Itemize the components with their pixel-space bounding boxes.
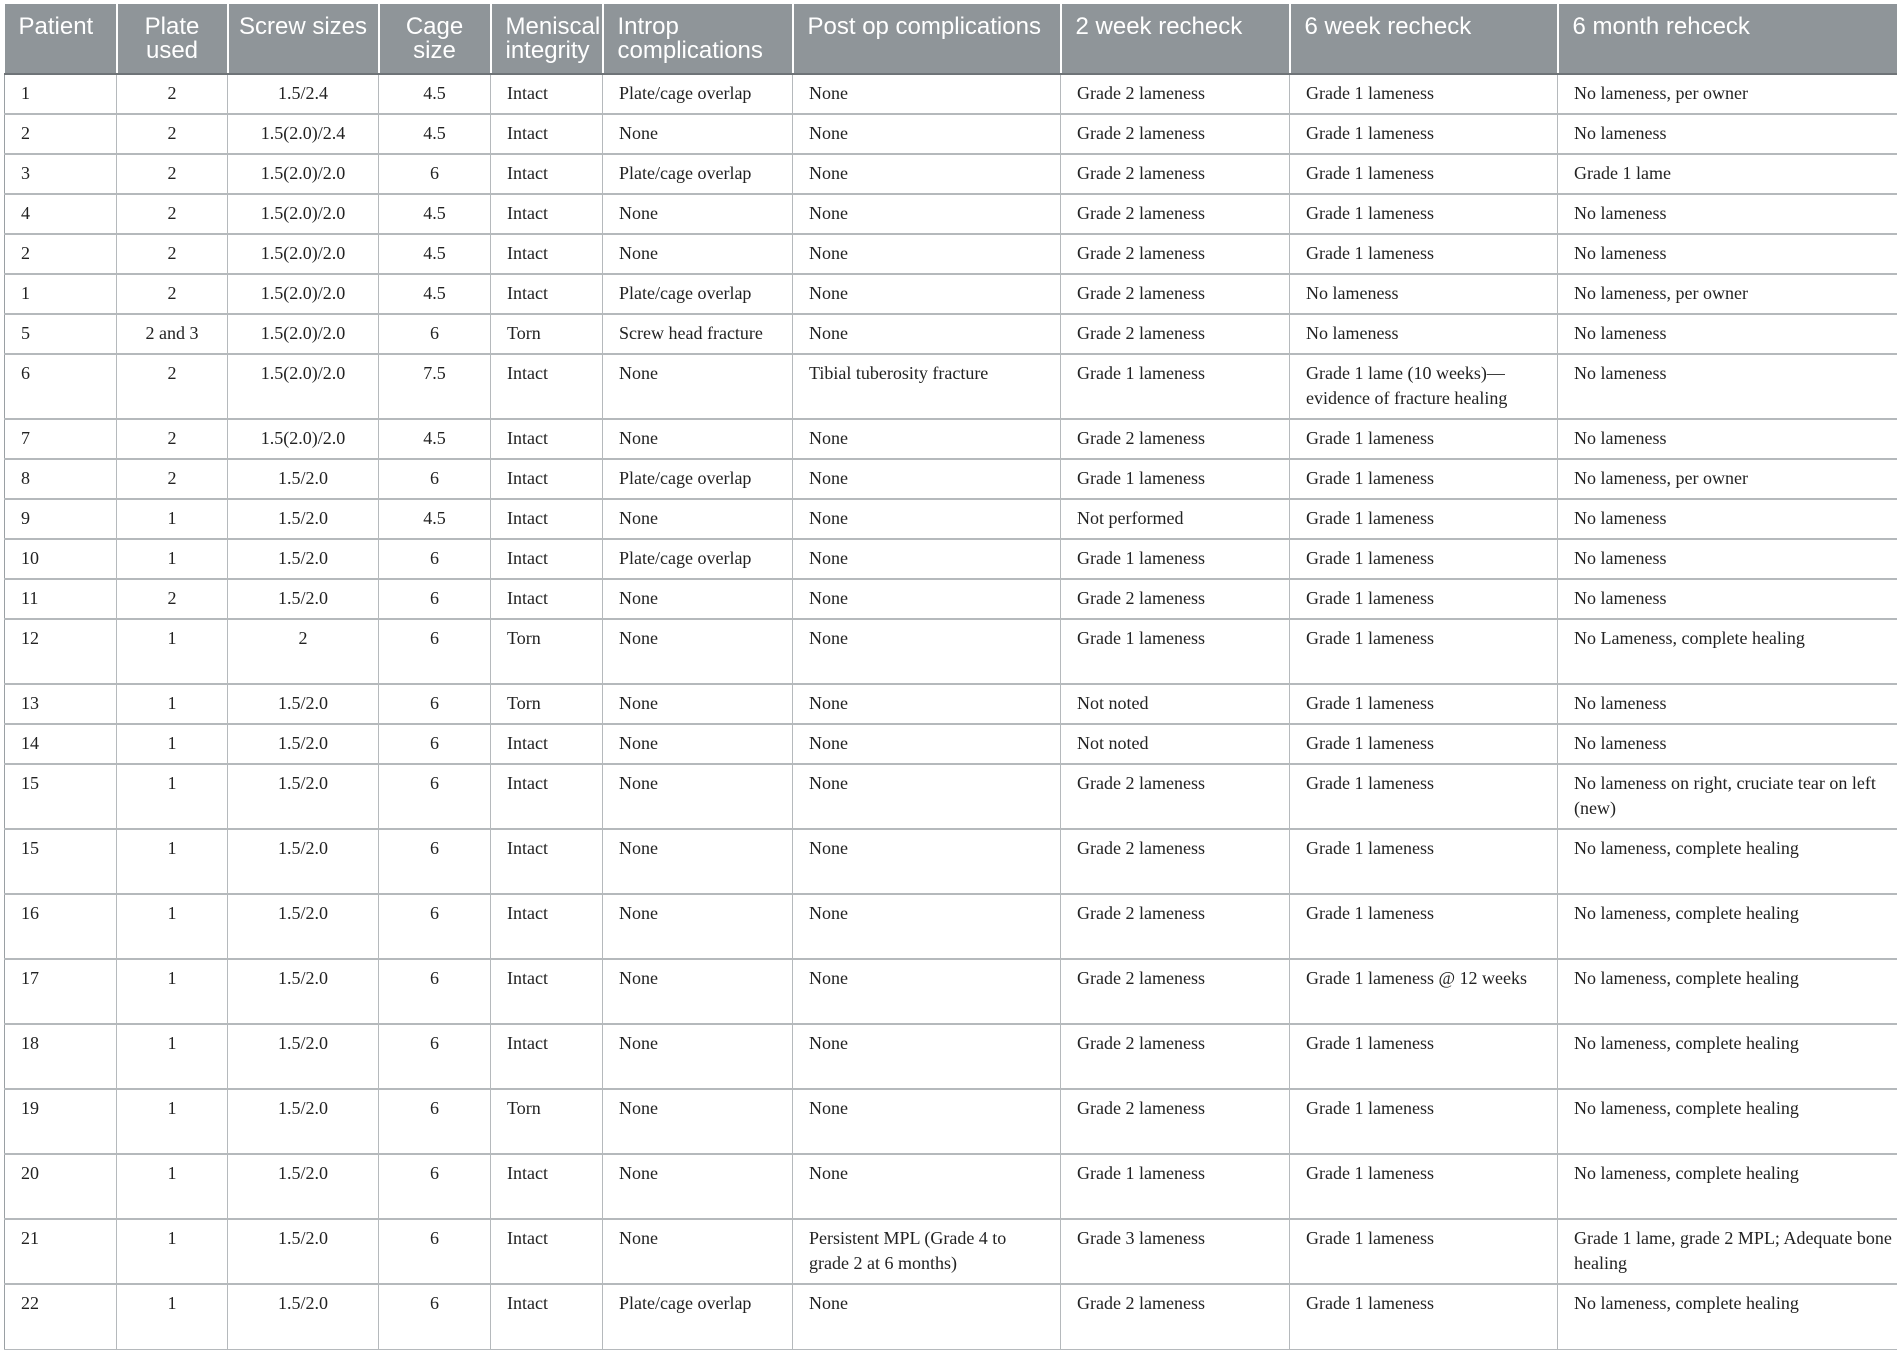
cell-patient: 2 xyxy=(5,234,117,274)
cell-6-month-recheck: No lameness, per owner xyxy=(1558,459,1897,499)
cell-meniscal-integrity: Intact xyxy=(491,274,603,314)
cell-cage-size: 6 xyxy=(379,619,491,684)
cell-patient: 19 xyxy=(5,1089,117,1154)
cell-6-month-recheck: No lameness on right, cruciate tear on left (new) xyxy=(1558,764,1897,829)
cell-6-month-recheck: No lameness xyxy=(1558,579,1897,619)
cell-plate-used: 2 xyxy=(117,354,228,419)
cell-post-op-complications: None xyxy=(793,1024,1061,1089)
cell-6-month-recheck: No lameness, complete healing xyxy=(1558,829,1897,894)
cell-introp-complications: None xyxy=(603,579,793,619)
cell-screw-sizes: 1.5(2.0)/2.0 xyxy=(228,274,379,314)
table-row xyxy=(5,114,1897,154)
cell-6-month-recheck: No lameness, complete healing xyxy=(1558,1089,1897,1154)
cell-cage-size: 6 xyxy=(379,1219,491,1284)
table-row xyxy=(5,1284,1897,1349)
cell-introp-complications: Plate/cage overlap xyxy=(603,459,793,499)
cell-meniscal-integrity: Intact xyxy=(491,74,603,114)
header-row xyxy=(5,4,1897,74)
cell-plate-used: 2 xyxy=(117,579,228,619)
cell-2-week-recheck: Grade 2 lameness xyxy=(1061,114,1290,154)
results-table-container xyxy=(4,4,1894,1350)
table-row xyxy=(5,539,1897,579)
cell-patient: 2 xyxy=(5,114,117,154)
cell-6-month-recheck: No lameness, per owner xyxy=(1558,74,1897,114)
cell-introp-complications: Plate/cage overlap xyxy=(603,154,793,194)
cell-2-week-recheck: Grade 2 lameness xyxy=(1061,419,1290,459)
col-header-post-op-complications: Post op complications xyxy=(793,4,1061,74)
cell-meniscal-integrity: Torn xyxy=(491,1089,603,1154)
cell-post-op-complications: None xyxy=(793,959,1061,1024)
cell-cage-size: 6 xyxy=(379,459,491,499)
cell-6-week-recheck: Grade 1 lameness xyxy=(1290,194,1558,234)
cell-meniscal-integrity: Torn xyxy=(491,684,603,724)
cell-6-week-recheck: Grade 1 lameness xyxy=(1290,1154,1558,1219)
cell-2-week-recheck: Grade 2 lameness xyxy=(1061,234,1290,274)
table-row xyxy=(5,1024,1897,1089)
cell-6-month-recheck: No lameness xyxy=(1558,234,1897,274)
cell-post-op-complications: None xyxy=(793,499,1061,539)
cell-6-week-recheck: Grade 1 lameness xyxy=(1290,724,1558,764)
cell-patient: 4 xyxy=(5,194,117,234)
cell-introp-complications: None xyxy=(603,724,793,764)
col-header-2-week-recheck: 2 week recheck xyxy=(1061,4,1290,74)
cell-plate-used: 2 xyxy=(117,114,228,154)
cell-meniscal-integrity: Intact xyxy=(491,829,603,894)
cell-cage-size: 6 xyxy=(379,154,491,194)
cell-6-week-recheck: Grade 1 lameness xyxy=(1290,114,1558,154)
cell-6-week-recheck: Grade 1 lameness xyxy=(1290,154,1558,194)
cell-2-week-recheck: Grade 2 lameness xyxy=(1061,274,1290,314)
cell-introp-complications: None xyxy=(603,764,793,829)
col-header-cage-size: Cage size xyxy=(379,4,491,74)
col-header-screw-sizes: Screw sizes xyxy=(228,4,379,74)
cell-6-month-recheck: No lameness xyxy=(1558,194,1897,234)
table-row xyxy=(5,579,1897,619)
cell-cage-size: 6 xyxy=(379,684,491,724)
cell-6-week-recheck: Grade 1 lameness xyxy=(1290,459,1558,499)
cell-6-month-recheck: No lameness xyxy=(1558,354,1897,419)
cell-plate-used: 2 xyxy=(117,194,228,234)
cell-patient: 8 xyxy=(5,459,117,499)
cell-screw-sizes: 1.5/2.0 xyxy=(228,1219,379,1284)
cell-6-week-recheck: No lameness xyxy=(1290,274,1558,314)
cell-screw-sizes: 1.5/2.0 xyxy=(228,724,379,764)
cell-6-week-recheck: Grade 1 lameness xyxy=(1290,234,1558,274)
cell-cage-size: 4.5 xyxy=(379,114,491,154)
cell-post-op-complications: None xyxy=(793,894,1061,959)
cell-introp-complications: Plate/cage overlap xyxy=(603,1284,793,1349)
cell-2-week-recheck: Grade 2 lameness xyxy=(1061,314,1290,354)
cell-cage-size: 6 xyxy=(379,579,491,619)
cell-cage-size: 6 xyxy=(379,829,491,894)
cell-6-week-recheck: Grade 1 lameness xyxy=(1290,499,1558,539)
cell-patient: 5 xyxy=(5,314,117,354)
cell-introp-complications: None xyxy=(603,829,793,894)
cell-6-week-recheck: Grade 1 lameness xyxy=(1290,764,1558,829)
cell-cage-size: 4.5 xyxy=(379,274,491,314)
cell-post-op-complications: None xyxy=(793,194,1061,234)
cell-screw-sizes: 1.5(2.0)/2.4 xyxy=(228,114,379,154)
cell-6-month-recheck: No lameness, complete healing xyxy=(1558,1024,1897,1089)
table-row xyxy=(5,1089,1897,1154)
cell-introp-complications: None xyxy=(603,684,793,724)
cell-post-op-complications: None xyxy=(793,539,1061,579)
cell-6-week-recheck: Grade 1 lameness xyxy=(1290,539,1558,579)
cell-6-month-recheck: No lameness xyxy=(1558,314,1897,354)
cell-cage-size: 6 xyxy=(379,764,491,829)
cell-meniscal-integrity: Intact xyxy=(491,764,603,829)
cell-screw-sizes: 1.5/2.0 xyxy=(228,764,379,829)
cell-2-week-recheck: Grade 2 lameness xyxy=(1061,764,1290,829)
cell-6-week-recheck: Grade 1 lameness xyxy=(1290,619,1558,684)
cell-post-op-complications: None xyxy=(793,234,1061,274)
cell-screw-sizes: 1.5/2.0 xyxy=(228,1024,379,1089)
cell-cage-size: 6 xyxy=(379,314,491,354)
cell-2-week-recheck: Grade 3 lameness xyxy=(1061,1219,1290,1284)
cell-meniscal-integrity: Intact xyxy=(491,194,603,234)
cell-plate-used: 1 xyxy=(117,1154,228,1219)
cell-6-week-recheck: Grade 1 lameness @ 12 weeks xyxy=(1290,959,1558,1024)
cell-post-op-complications: None xyxy=(793,829,1061,894)
table-row xyxy=(5,764,1897,829)
cell-meniscal-integrity: Intact xyxy=(491,354,603,419)
cell-post-op-complications: None xyxy=(793,619,1061,684)
cell-patient: 1 xyxy=(5,74,117,114)
cell-cage-size: 6 xyxy=(379,539,491,579)
cell-2-week-recheck: Grade 2 lameness xyxy=(1061,894,1290,959)
cell-6-month-recheck: No lameness xyxy=(1558,419,1897,459)
cell-meniscal-integrity: Intact xyxy=(491,114,603,154)
cell-6-month-recheck: No lameness, complete healing xyxy=(1558,959,1897,1024)
cell-meniscal-integrity: Intact xyxy=(491,1154,603,1219)
cell-meniscal-integrity: Intact xyxy=(491,419,603,459)
cell-2-week-recheck: Grade 1 lameness xyxy=(1061,619,1290,684)
cell-post-op-complications: None xyxy=(793,74,1061,114)
cell-plate-used: 1 xyxy=(117,684,228,724)
cell-6-month-recheck: No lameness, complete healing xyxy=(1558,1154,1897,1219)
cell-2-week-recheck: Grade 2 lameness xyxy=(1061,1089,1290,1154)
cell-6-month-recheck: No Lameness, complete healing xyxy=(1558,619,1897,684)
cell-introp-complications: None xyxy=(603,1089,793,1154)
cell-cage-size: 6 xyxy=(379,1024,491,1089)
cell-patient: 10 xyxy=(5,539,117,579)
cell-2-week-recheck: Grade 2 lameness xyxy=(1061,959,1290,1024)
cell-screw-sizes: 2 xyxy=(228,619,379,684)
cell-cage-size: 6 xyxy=(379,894,491,959)
cell-post-op-complications: None xyxy=(793,764,1061,829)
cell-introp-complications: None xyxy=(603,1154,793,1219)
cell-meniscal-integrity: Torn xyxy=(491,314,603,354)
cell-patient: 3 xyxy=(5,154,117,194)
table-row xyxy=(5,1154,1897,1219)
cell-meniscal-integrity: Intact xyxy=(491,579,603,619)
cell-6-month-recheck: No lameness xyxy=(1558,539,1897,579)
cell-2-week-recheck: Grade 2 lameness xyxy=(1061,1024,1290,1089)
cell-post-op-complications: None xyxy=(793,274,1061,314)
cell-plate-used: 2 xyxy=(117,234,228,274)
table-row xyxy=(5,724,1897,764)
cell-6-week-recheck: Grade 1 lameness xyxy=(1290,1284,1558,1349)
cell-meniscal-integrity: Intact xyxy=(491,234,603,274)
cell-post-op-complications: None xyxy=(793,684,1061,724)
cell-introp-complications: None xyxy=(603,1219,793,1284)
table-row xyxy=(5,234,1897,274)
cell-2-week-recheck: Grade 2 lameness xyxy=(1061,74,1290,114)
cell-post-op-complications: Persistent MPL (Grade 4 to grade 2 at 6 months) xyxy=(793,1219,1061,1284)
cell-cage-size: 6 xyxy=(379,724,491,764)
cell-introp-complications: Plate/cage overlap xyxy=(603,274,793,314)
table-row xyxy=(5,194,1897,234)
cell-post-op-complications: None xyxy=(793,579,1061,619)
cell-screw-sizes: 1.5/2.0 xyxy=(228,894,379,959)
cell-cage-size: 4.5 xyxy=(379,419,491,459)
cell-plate-used: 2 xyxy=(117,154,228,194)
cell-patient: 21 xyxy=(5,1219,117,1284)
cell-introp-complications: None xyxy=(603,234,793,274)
cell-meniscal-integrity: Intact xyxy=(491,499,603,539)
cell-2-week-recheck: Grade 2 lameness xyxy=(1061,829,1290,894)
cell-introp-complications: None xyxy=(603,499,793,539)
cell-post-op-complications: None xyxy=(793,314,1061,354)
cell-screw-sizes: 1.5(2.0)/2.0 xyxy=(228,234,379,274)
cell-plate-used: 2 xyxy=(117,459,228,499)
cell-meniscal-integrity: Intact xyxy=(491,539,603,579)
cell-6-week-recheck: Grade 1 lameness xyxy=(1290,894,1558,959)
table-row xyxy=(5,314,1897,354)
cell-6-week-recheck: Grade 1 lameness xyxy=(1290,1024,1558,1089)
cell-plate-used: 2 xyxy=(117,419,228,459)
table-row xyxy=(5,419,1897,459)
cell-post-op-complications: None xyxy=(793,1284,1061,1349)
cell-6-week-recheck: Grade 1 lameness xyxy=(1290,579,1558,619)
table-row xyxy=(5,894,1897,959)
cell-2-week-recheck: Grade 2 lameness xyxy=(1061,154,1290,194)
cell-screw-sizes: 1.5/2.4 xyxy=(228,74,379,114)
cell-introp-complications: None xyxy=(603,1024,793,1089)
col-header-plate-used: Plate used xyxy=(117,4,228,74)
cell-patient: 15 xyxy=(5,764,117,829)
cell-meniscal-integrity: Intact xyxy=(491,894,603,959)
cell-plate-used: 1 xyxy=(117,1089,228,1154)
col-header-6-month-recheck: 6 month rehceck xyxy=(1558,4,1897,74)
cell-introp-complications: None xyxy=(603,419,793,459)
cell-6-week-recheck: Grade 1 lameness xyxy=(1290,829,1558,894)
cell-cage-size: 6 xyxy=(379,1284,491,1349)
cell-screw-sizes: 1.5/2.0 xyxy=(228,539,379,579)
cell-6-week-recheck: Grade 1 lameness xyxy=(1290,1089,1558,1154)
cell-6-month-recheck: No lameness xyxy=(1558,499,1897,539)
cell-2-week-recheck: Grade 1 lameness xyxy=(1061,354,1290,419)
cell-patient: 11 xyxy=(5,579,117,619)
cell-introp-complications: None xyxy=(603,959,793,1024)
col-header-introp-complications: Introp complications xyxy=(603,4,793,74)
cell-plate-used: 1 xyxy=(117,539,228,579)
cell-cage-size: 4.5 xyxy=(379,499,491,539)
cell-post-op-complications: None xyxy=(793,419,1061,459)
cell-post-op-complications: None xyxy=(793,1089,1061,1154)
cell-meniscal-integrity: Intact xyxy=(491,1284,603,1349)
col-header-patient: Patient xyxy=(5,4,117,74)
col-header-6-week-recheck: 6 week recheck xyxy=(1290,4,1558,74)
cell-plate-used: 1 xyxy=(117,1219,228,1284)
cell-patient: 6 xyxy=(5,354,117,419)
cell-plate-used: 1 xyxy=(117,959,228,1024)
table-row xyxy=(5,354,1897,419)
cell-6-month-recheck: No lameness, complete healing xyxy=(1558,894,1897,959)
cell-2-week-recheck: Grade 2 lameness xyxy=(1061,1284,1290,1349)
cell-6-month-recheck: No lameness xyxy=(1558,114,1897,154)
cell-screw-sizes: 1.5/2.0 xyxy=(228,579,379,619)
cell-patient: 18 xyxy=(5,1024,117,1089)
cell-post-op-complications: None xyxy=(793,114,1061,154)
cell-6-week-recheck: Grade 1 lameness xyxy=(1290,684,1558,724)
cell-6-month-recheck: No lameness xyxy=(1558,684,1897,724)
cell-patient: 1 xyxy=(5,274,117,314)
cell-plate-used: 1 xyxy=(117,1284,228,1349)
cell-patient: 17 xyxy=(5,959,117,1024)
cell-cage-size: 6 xyxy=(379,1154,491,1219)
cell-patient: 16 xyxy=(5,894,117,959)
cell-meniscal-integrity: Intact xyxy=(491,459,603,499)
cell-introp-complications: None xyxy=(603,894,793,959)
cell-2-week-recheck: Not performed xyxy=(1061,499,1290,539)
cell-meniscal-integrity: Intact xyxy=(491,154,603,194)
cell-plate-used: 1 xyxy=(117,764,228,829)
cell-cage-size: 6 xyxy=(379,959,491,1024)
cell-6-month-recheck: Grade 1 lame, grade 2 MPL; Adequate bone healing xyxy=(1558,1219,1897,1284)
cell-2-week-recheck: Grade 2 lameness xyxy=(1061,579,1290,619)
cell-screw-sizes: 1.5/2.0 xyxy=(228,459,379,499)
cell-2-week-recheck: Not noted xyxy=(1061,684,1290,724)
cell-meniscal-integrity: Intact xyxy=(491,724,603,764)
cell-6-month-recheck: Grade 1 lame xyxy=(1558,154,1897,194)
cell-plate-used: 1 xyxy=(117,894,228,959)
cell-6-month-recheck: No lameness, complete healing xyxy=(1558,1284,1897,1349)
cell-plate-used: 1 xyxy=(117,724,228,764)
results-table xyxy=(4,4,1897,1350)
cell-cage-size: 6 xyxy=(379,1089,491,1154)
cell-plate-used: 1 xyxy=(117,829,228,894)
cell-2-week-recheck: Grade 1 lameness xyxy=(1061,539,1290,579)
table-row xyxy=(5,829,1897,894)
cell-screw-sizes: 1.5(2.0)/2.0 xyxy=(228,314,379,354)
cell-screw-sizes: 1.5(2.0)/2.0 xyxy=(228,154,379,194)
cell-meniscal-integrity: Torn xyxy=(491,619,603,684)
cell-introp-complications: Screw head fracture xyxy=(603,314,793,354)
cell-screw-sizes: 1.5/2.0 xyxy=(228,1284,379,1349)
table-row xyxy=(5,74,1897,114)
cell-screw-sizes: 1.5/2.0 xyxy=(228,1154,379,1219)
cell-screw-sizes: 1.5/2.0 xyxy=(228,499,379,539)
cell-6-week-recheck: Grade 1 lameness xyxy=(1290,74,1558,114)
table-row xyxy=(5,459,1897,499)
table-body xyxy=(5,74,1897,1349)
table-row xyxy=(5,1219,1897,1284)
cell-patient: 22 xyxy=(5,1284,117,1349)
cell-6-week-recheck: Grade 1 lameness xyxy=(1290,419,1558,459)
cell-post-op-complications: Tibial tuberosity fracture xyxy=(793,354,1061,419)
cell-plate-used: 1 xyxy=(117,1024,228,1089)
cell-patient: 12 xyxy=(5,619,117,684)
cell-plate-used: 1 xyxy=(117,499,228,539)
cell-cage-size: 7.5 xyxy=(379,354,491,419)
cell-cage-size: 4.5 xyxy=(379,74,491,114)
cell-patient: 14 xyxy=(5,724,117,764)
col-header-meniscal-integrity: Meniscal integrity xyxy=(491,4,603,74)
cell-screw-sizes: 1.5(2.0)/2.0 xyxy=(228,194,379,234)
cell-2-week-recheck: Grade 1 lameness xyxy=(1061,1154,1290,1219)
cell-6-week-recheck: No lameness xyxy=(1290,314,1558,354)
cell-2-week-recheck: Grade 2 lameness xyxy=(1061,194,1290,234)
cell-screw-sizes: 1.5/2.0 xyxy=(228,684,379,724)
cell-patient: 7 xyxy=(5,419,117,459)
cell-introp-complications: None xyxy=(603,354,793,419)
cell-introp-complications: Plate/cage overlap xyxy=(603,74,793,114)
cell-cage-size: 4.5 xyxy=(379,194,491,234)
cell-post-op-complications: None xyxy=(793,459,1061,499)
cell-6-week-recheck: Grade 1 lame (10 weeks)—evidence of fracture healing xyxy=(1290,354,1558,419)
cell-cage-size: 4.5 xyxy=(379,234,491,274)
cell-2-week-recheck: Not noted xyxy=(1061,724,1290,764)
cell-patient: 20 xyxy=(5,1154,117,1219)
table-row xyxy=(5,154,1897,194)
cell-6-week-recheck: Grade 1 lameness xyxy=(1290,1219,1558,1284)
cell-2-week-recheck: Grade 1 lameness xyxy=(1061,459,1290,499)
cell-meniscal-integrity: Intact xyxy=(491,959,603,1024)
cell-post-op-complications: None xyxy=(793,1154,1061,1219)
cell-screw-sizes: 1.5(2.0)/2.0 xyxy=(228,354,379,419)
cell-plate-used: 1 xyxy=(117,619,228,684)
cell-screw-sizes: 1.5/2.0 xyxy=(228,1089,379,1154)
cell-screw-sizes: 1.5/2.0 xyxy=(228,829,379,894)
table-row xyxy=(5,274,1897,314)
cell-plate-used: 2 and 3 xyxy=(117,314,228,354)
table-row xyxy=(5,619,1897,684)
table-row xyxy=(5,684,1897,724)
cell-post-op-complications: None xyxy=(793,724,1061,764)
cell-6-month-recheck: No lameness xyxy=(1558,724,1897,764)
table-row xyxy=(5,499,1897,539)
cell-introp-complications: None xyxy=(603,194,793,234)
cell-patient: 9 xyxy=(5,499,117,539)
cell-introp-complications: None xyxy=(603,114,793,154)
cell-plate-used: 2 xyxy=(117,274,228,314)
cell-meniscal-integrity: Intact xyxy=(491,1024,603,1089)
cell-screw-sizes: 1.5(2.0)/2.0 xyxy=(228,419,379,459)
cell-6-month-recheck: No lameness, per owner xyxy=(1558,274,1897,314)
cell-post-op-complications: None xyxy=(793,154,1061,194)
cell-introp-complications: None xyxy=(603,619,793,684)
cell-patient: 13 xyxy=(5,684,117,724)
cell-introp-complications: Plate/cage overlap xyxy=(603,539,793,579)
cell-patient: 15 xyxy=(5,829,117,894)
table-row xyxy=(5,959,1897,1024)
cell-meniscal-integrity: Intact xyxy=(491,1219,603,1284)
cell-plate-used: 2 xyxy=(117,74,228,114)
cell-screw-sizes: 1.5/2.0 xyxy=(228,959,379,1024)
